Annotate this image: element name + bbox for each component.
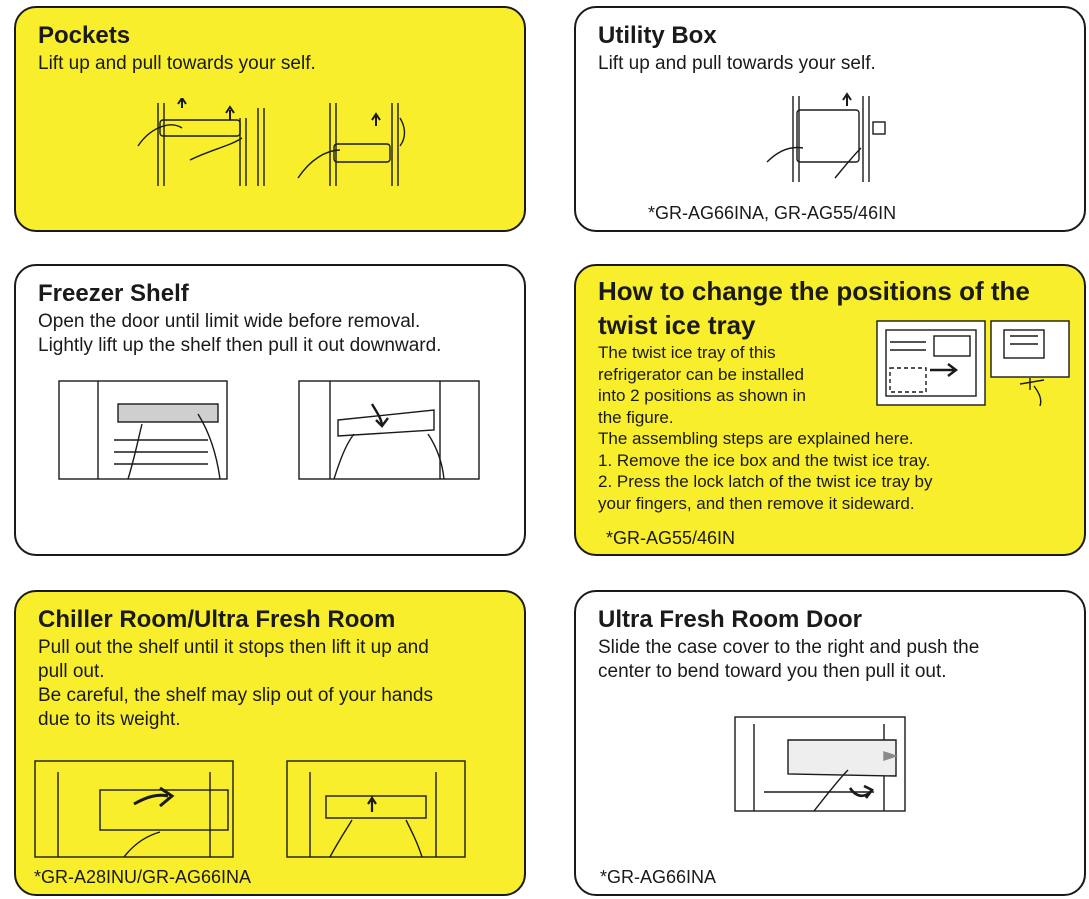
ice-tray-text-line-4: the figure. [598, 407, 674, 427]
utility-box-illustration [765, 92, 895, 187]
ice-tray-text-line-3: into 2 positions as shown in [598, 386, 806, 405]
freezer-shelf-illustration-2 [298, 380, 480, 480]
ice-tray-text-line-5: The assembling steps are explained here. [598, 429, 914, 448]
freezer-shelf-illustration-1 [58, 380, 228, 480]
ice-tray-text-line-7: 2. Press the lock latch of the twist ice tray by [598, 472, 933, 491]
chiller-room-illustration-2 [286, 760, 466, 858]
ice-tray-text-line-1: The twist ice tray of this [598, 343, 776, 362]
ultra-fresh-door-note: *GR-AG66INA [600, 867, 717, 887]
chiller-room-text-line-4: due to its weight. [38, 709, 181, 730]
freezer-shelf-title: Freezer Shelf [38, 280, 189, 307]
ice-tray-text-line-2: refrigerator can be installed [598, 364, 805, 384]
ice-tray-title-line-1: How to change the positions of the [598, 276, 1030, 306]
chiller-room-title: Chiller Room/Ultra Fresh Room [38, 606, 396, 633]
ultra-fresh-door-text-line-1: Slide the case cover to the right and push the [598, 637, 980, 658]
chiller-room-text-line-3: Be careful, the shelf may slip out of your hands [38, 685, 433, 706]
chiller-room-illustration-1 [34, 760, 234, 858]
ice-tray-text-line-8: your fingers, and then remove it sideward. [598, 493, 915, 513]
utility-box-text [598, 52, 1062, 76]
utility-box-note: *GR-AG66INA, GR-AG55/46IN [648, 203, 897, 223]
freezer-shelf-text-line-2: Lightly lift up the shelf then pull it out downward. [38, 335, 442, 356]
chiller-room-note: *GR-A28INU/GR-AG66INA [34, 867, 252, 887]
ice-tray-panel [574, 264, 1086, 556]
freezer-shelf-text-line-1: Open the door until limit wide before removal. [38, 311, 421, 332]
ultra-fresh-door-title: Ultra Fresh Room Door [598, 606, 863, 633]
pockets-illustration [130, 98, 410, 193]
chiller-room-text-line-2: pull out. [38, 661, 105, 682]
ice-tray-illustration-2 [990, 320, 1070, 406]
utility-box-title: Utility Box [598, 22, 717, 49]
ultra-fresh-door-text [598, 636, 1062, 684]
ice-tray-note: *GR-AG55/46IN [606, 528, 736, 548]
ultra-fresh-door-illustration [734, 716, 906, 812]
chiller-room-text-line-1: Pull out the shelf until it stops then lift it up and [38, 637, 429, 658]
pockets-text-line: Lift up and pull towards your self. [38, 53, 316, 74]
freezer-shelf-text [38, 310, 502, 358]
ice-tray-title-line-2: twist ice tray [598, 310, 756, 340]
pockets-title: Pockets [38, 22, 131, 49]
utility-box-text-line: Lift up and pull towards your self. [598, 53, 876, 74]
ice-tray-text-line-6: 1. Remove the ice box and the twist ice tray. [598, 450, 931, 470]
chiller-room-text [38, 636, 502, 732]
ice-tray-illustration-1 [876, 320, 986, 406]
ultra-fresh-door-text-line-2: center to bend toward you then pull it out. [598, 661, 947, 682]
pockets-text [38, 52, 502, 76]
